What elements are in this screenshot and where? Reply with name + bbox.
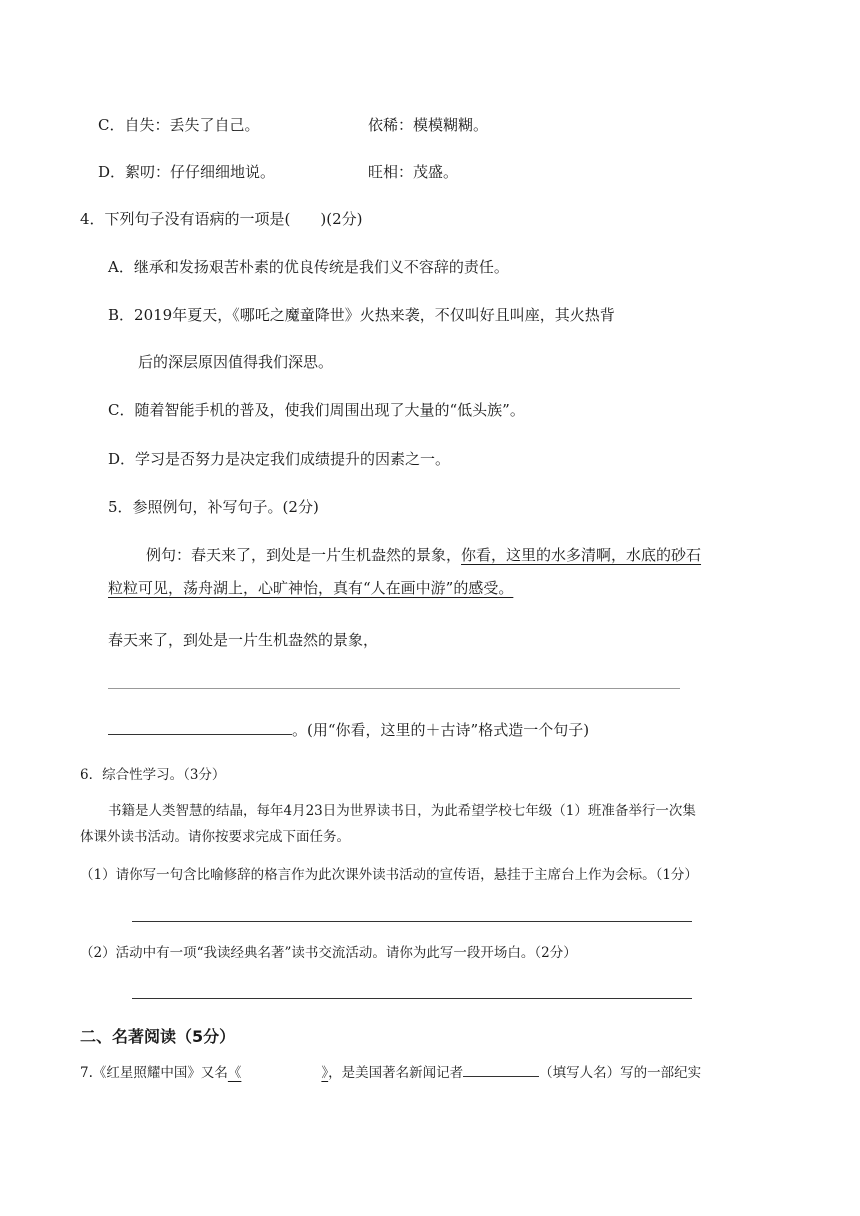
q5-answer-line-2-row — [108, 720, 589, 740]
q6-task-1: （1）请你写一句含比喻修辞的格言作为此次课外读书活动的宣传语，悬挂于主席台上作为会标。（1分） — [80, 867, 698, 883]
q6-task-1-answer-line[interactable] — [132, 921, 692, 922]
q3-option-c-right: 依稀：模模糊糊。 — [368, 116, 489, 134]
q5-hint: 。(用“你看，这里的＋古诗”格式造一个句子) — [292, 721, 590, 739]
q4-option-b-line1: B．2019年夏天，《哪吒之魔童降世》火热来袭，不仅叫好且叫座，其火热背 — [108, 306, 615, 324]
q7-book-title-blank[interactable] — [228, 1065, 328, 1081]
section2-title: 二、名著阅读（5分） — [80, 1027, 236, 1046]
q7-part-2: ，是美国著名新闻记者 — [328, 1065, 464, 1081]
q4-option-b-line2: 后的深层原因值得我们深思。 — [138, 353, 334, 371]
q7-author-blank[interactable] — [463, 1062, 539, 1077]
q5-example-line1 — [146, 545, 701, 565]
q4-option-a: A．继承和发扬艰苦朴素的优良传统是我们义不容辞的责任。 — [108, 258, 509, 276]
q5-example-line2 — [108, 578, 513, 598]
q6-intro-line1: 书籍是人类智慧的结晶，每年4月23日为世界读书日，为此希望学校七年级（1）班准备举行一次集 — [108, 803, 696, 819]
q5-answer-line-1[interactable] — [108, 688, 680, 689]
q6-task-2-answer-line[interactable] — [132, 998, 692, 999]
q7-part-1: 7.《红星照耀中国》又名 — [80, 1065, 228, 1081]
q6-task-2: （2）活动中有一项“我读经典名著”读书交流活动。请你为此写一段开场白。（2分） — [80, 945, 577, 961]
q6-intro-line2: 体课外读书活动。请你按要求完成下面任务。 — [80, 829, 350, 845]
q5-prompt: 春天来了，到处是一片生机盎然的景象， — [108, 631, 379, 649]
q4-option-d: D．学习是否努力是决定我们成绩提升的因素之一。 — [108, 450, 451, 468]
q7-part-3: （填写人名）写的一部纪实 — [539, 1065, 702, 1081]
q3-option-c: C．自失：丢失了自己。 — [98, 116, 260, 134]
q7-book-open: 《 — [227, 1065, 242, 1081]
q5-example-prefix: 例句：春天来了，到处是一片生机盎然的景象， — [146, 546, 462, 564]
q7-line — [80, 1062, 701, 1083]
q5-example-underlined-1: 你看，这里的水多清啊，水底的砂石 — [461, 546, 702, 564]
q3-option-d: D．絮叨：仔仔细细地说。 — [98, 163, 276, 181]
q5-answer-blank[interactable] — [108, 720, 292, 735]
q6-stem: 6．综合性学习。（3分） — [80, 767, 226, 783]
q5-example-underlined-2: 粒粒可见，荡舟湖上，心旷神怡，真有“人在画中游”的感受。 — [108, 579, 514, 597]
q7-book-close: 》 — [321, 1065, 329, 1081]
q4-stem: 4．下列句子没有语病的一项是( )(2分) — [80, 210, 363, 228]
q5-stem: 5．参照例句，补写句子。(2分) — [108, 498, 319, 516]
q3-option-d-right: 旺相：茂盛。 — [368, 163, 459, 181]
q4-option-c: C．随着智能手机的普及，使我们周围出现了大量的“低头族”。 — [108, 401, 525, 419]
